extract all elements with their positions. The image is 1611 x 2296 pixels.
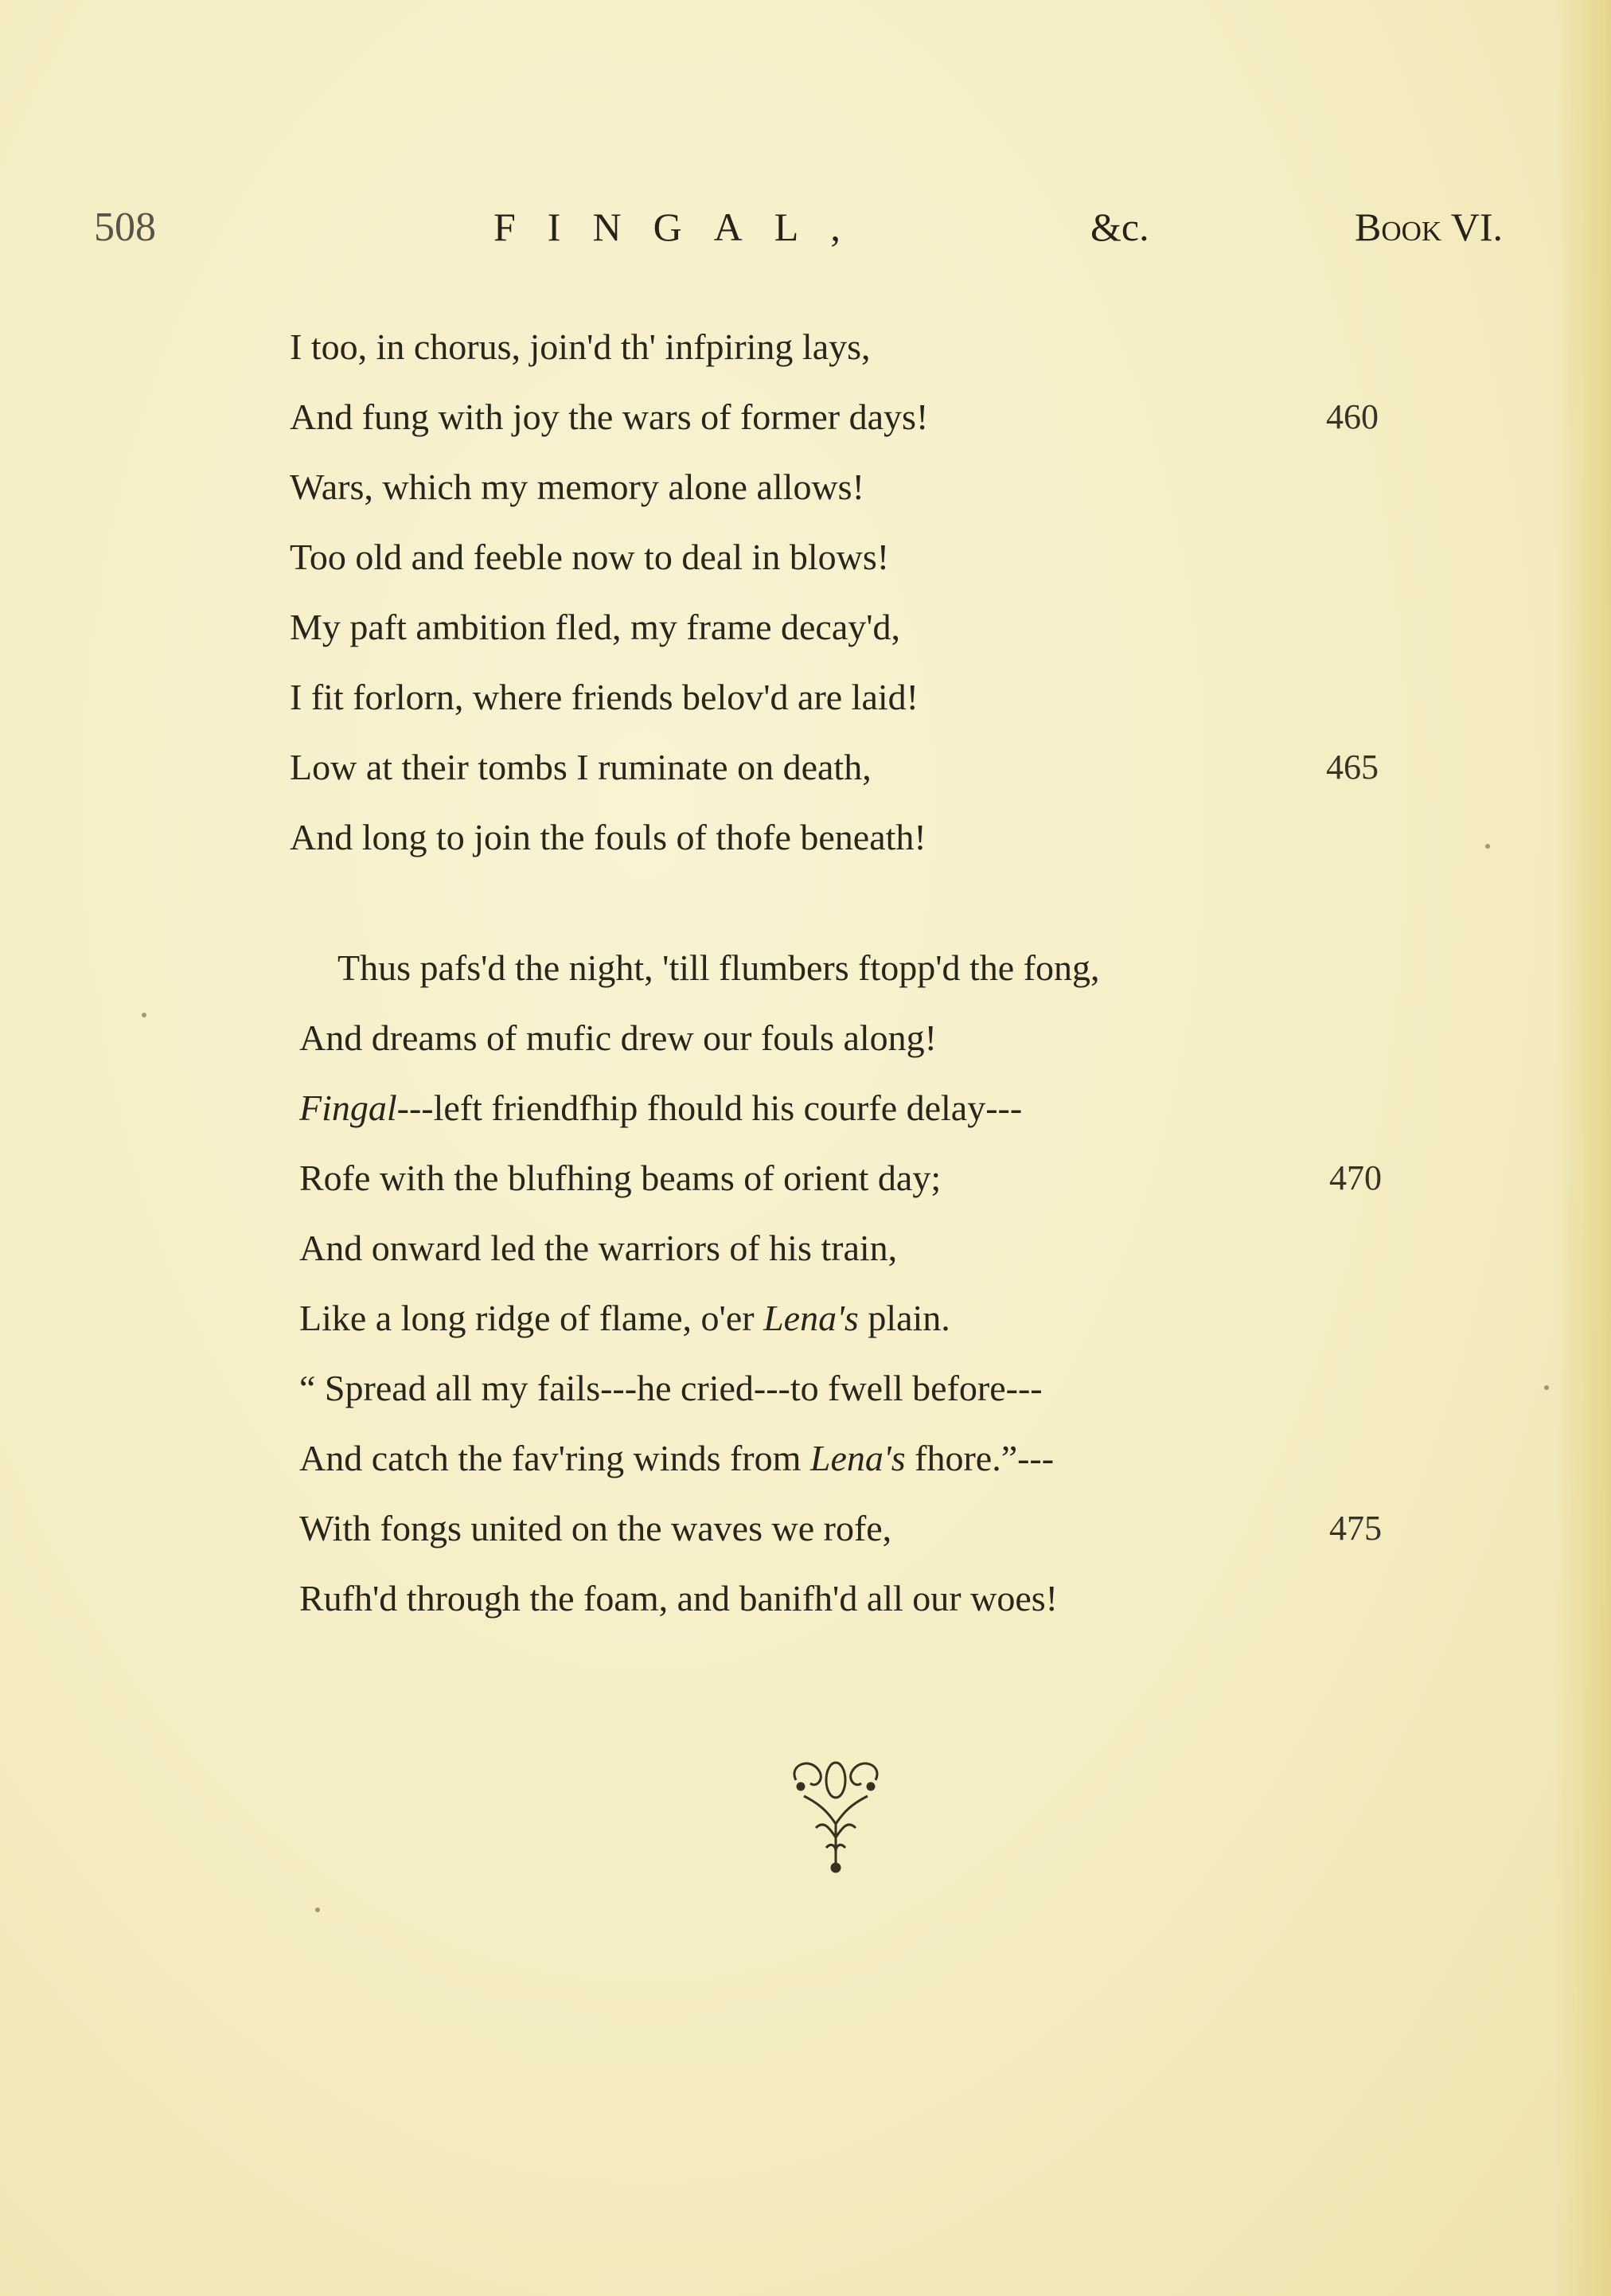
verse-text: Wars, which my memory alone allows! [290,467,864,507]
paper-speck [1544,1385,1549,1390]
running-head [0,204,1611,267]
verse-line [0,522,1611,592]
line-number: 465 [1326,748,1379,787]
line-number: 460 [1326,397,1379,436]
verse-text: And dreams of mufic drew our fouls along! [299,1017,937,1058]
verse-text-rest: fhore.”--- [905,1438,1055,1478]
verse-text [299,1283,950,1353]
verse-line [0,312,1611,382]
verse-text: And fung with joy the wars of former days! [290,396,929,437]
verse-text: Rufh'd through the foam, and banifh'd all our woes! [299,1578,1058,1619]
paper-speck [142,1013,146,1017]
page-number: 508 [94,205,156,250]
verse-line [0,452,1611,522]
verse-text-rest: ---left friendfhip fhould his courfe delay--- [396,1087,1023,1128]
verse-text: With fongs united on the waves we rofe, [299,1508,892,1548]
verse-text-prefix: And catch the fav'ring winds from [299,1438,810,1478]
verse-text: And onward led the warriors of his train, [299,1228,898,1268]
verse-text: Thus pafs'd the night, 'till flumbers ftopp'd the fong, [337,947,1100,988]
verse-text-prefix: Like a long ridge of flame, o'er [299,1298,764,1338]
verse-line [0,1494,1611,1564]
verse-text: Low at their tombs I ruminate on death, [290,747,872,787]
stanza-2 [0,933,1611,1634]
running-title-etc: &c. [1090,205,1149,249]
book-label: Book VI. [1355,205,1504,249]
verse-text: “ Spread all my fails---he cried---to fwell before--- [299,1368,1043,1408]
verse-line [0,1564,1611,1634]
running-title: FINGAL, [493,205,872,249]
verse-text: Rofe with the blufhing beams of orient day; [299,1158,942,1198]
verse-text: I too, in chorus, join'd th' infpiring lays, [290,326,871,367]
verse-text [299,1073,1022,1143]
line-number: 470 [1329,1158,1382,1197]
verse-line [0,933,1611,1003]
italic-name: Lena's [763,1298,859,1338]
verse-line [0,1003,1611,1073]
verse-text: My paft ambition fled, my frame decay'd, [290,607,901,647]
verse-line [0,382,1611,452]
stanza-1 [0,312,1611,873]
verse-line [0,1423,1611,1494]
verse-text: I fit forlorn, where friends belov'd are laid! [290,677,919,717]
verse-line [0,1353,1611,1423]
verse-text-rest: plain. [858,1298,950,1338]
verse-line [0,1073,1611,1143]
verse-line [0,1283,1611,1353]
verse-line [0,1213,1611,1283]
paper-speck [315,1907,320,1912]
paper-speck [1485,844,1490,849]
verse-line [0,662,1611,732]
fleuron-ornament-icon [780,1748,891,1876]
verse-line [0,802,1611,873]
italic-name: Lena's [809,1438,906,1478]
verse-text: And long to join the fouls of thofe beneath! [290,817,926,857]
verse-line [0,592,1611,662]
verse-line [0,1143,1611,1213]
verse-line [0,732,1611,802]
verse-text: Too old and feeble now to deal in blows! [290,537,890,577]
verse-text [299,1423,1054,1494]
italic-name: Fingal [299,1087,397,1128]
line-number: 475 [1329,1509,1382,1548]
